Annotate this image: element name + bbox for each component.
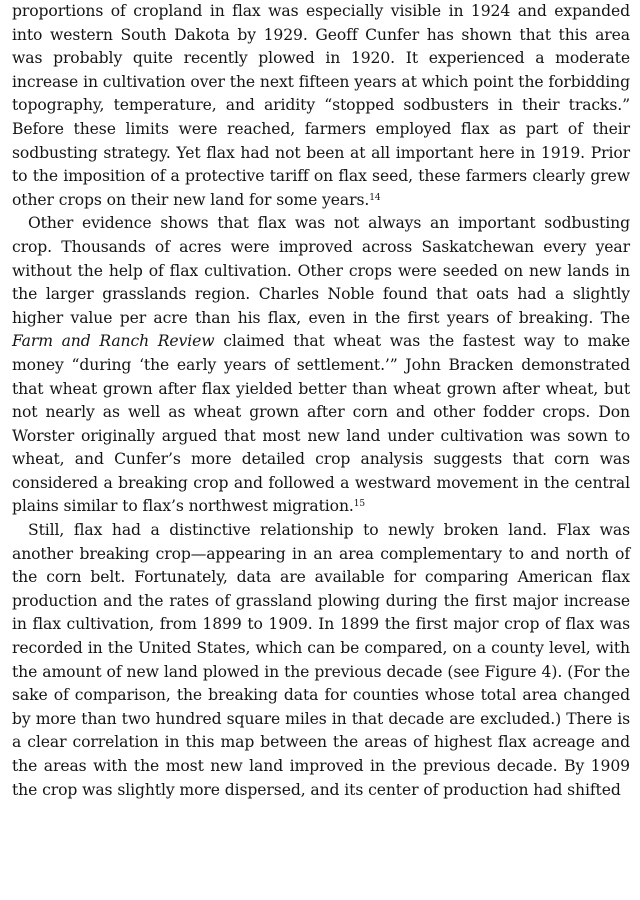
paragraph-3 <box>12 519 630 802</box>
footnote-marker: 14 <box>369 192 381 203</box>
paragraph-1 <box>12 0 630 212</box>
paragraph-3-text: Still, flax had a distinctive relationship to newly broken land. Flax was another breaking crop—appearing in an area complementary to and north of the corn belt. Fortunately, data are available for comparing American flax production and the rates of grassland plowing during the first major increase in flax cultivation, from 1899 to 1909. In 1899 the first major crop of flax was recorded in the United States, which can be compared, on a county level, with the amount of new land plowed in the previous decade (see Figure 4). (For the sake of comparison, the breaking data for counties whose total area changed by more than two hundred square miles in that decade are excluded.) There is a clear correlation in this map between the areas of highest flax acreage and the areas with the most new land improved in the previous decade. By 1909 the crop was slightly more dispersed, and its center of production had shifted <box>12 521 630 799</box>
paragraph-2-text-a: Other evidence shows that flax was not always an important sodbusting crop. Thousands of acres were improved across Saskatchewan every year without the help of flax cultivation. Other crops were seeded on new lands in the larger grasslands region. Charles Noble found that oats had a slightly higher value per acre than his flax, even in the first years of breaking. The <box>12 214 630 327</box>
paragraph-2 <box>12 212 630 519</box>
publication-title: Farm and Ranch Review <box>12 332 215 351</box>
paragraph-2-text-b: claimed that wheat was the fastest way to make money “during ‘the early years of settlement.’” John Bracken demonstrated that wheat grown after flax yielded better than wheat grown after wheat, but not nearly as well as wheat grown after corn and other fodder crops. Don Worster originally argued that most new land under cultivation was sown to wheat, and Cunfer’s more detailed crop analysis suggests that corn was considered a breaking crop and followed a westward movement in the central plains similar to flax’s northwest migration. <box>12 332 630 516</box>
paragraph-1-text: proportions of cropland in flax was especially visible in 1924 and expanded into western South Dakota by 1929. Geoff Cunfer has shown that this area was probably quite recently plowed in 1920. It experienced a moderate increase in cultivation over the next fifteen years at which point the forbidding topography, temperature, and aridity “stopped sodbusters in their tracks.” Before these limits were reached, farmers employed flax as part of their sodbusting strategy. Yet flax had not been at all important here in 1919. Prior to the imposition of a protective tariff on flax seed, these farmers clearly grew other crops on their new land for some years. <box>12 2 630 209</box>
footnote-marker: 15 <box>353 499 366 510</box>
document-page <box>12 0 630 802</box>
